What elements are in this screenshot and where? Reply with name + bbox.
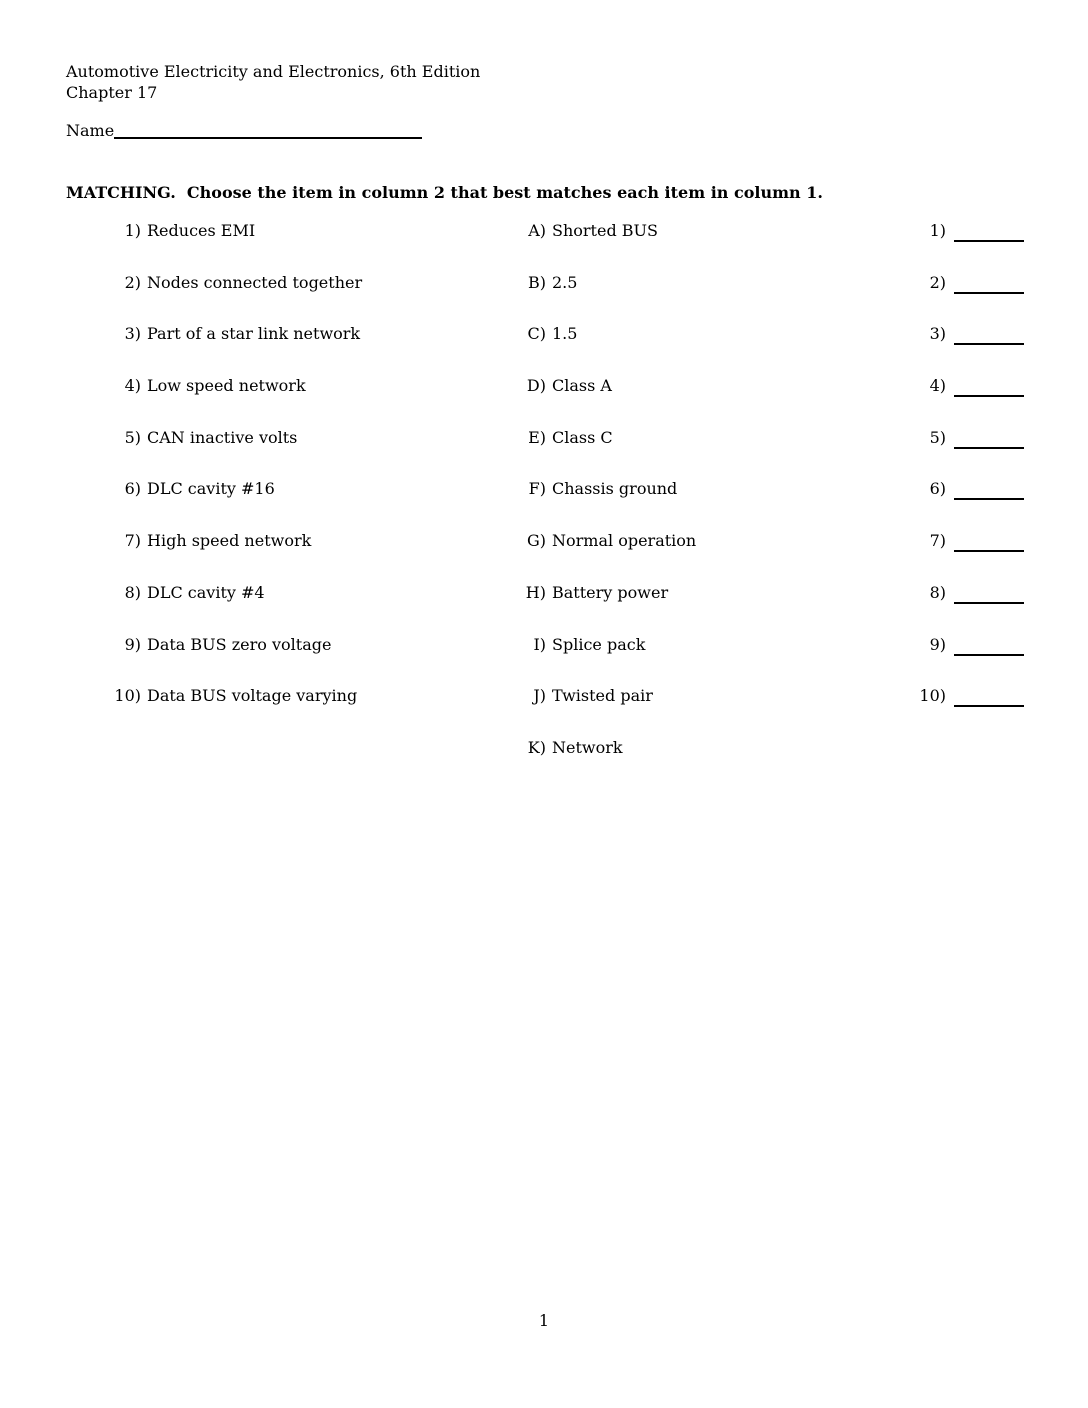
answer-blank[interactable] (954, 586, 1024, 604)
answer-cell (946, 530, 1088, 553)
matching-row (0, 323, 1088, 375)
answer-blank[interactable] (954, 534, 1024, 552)
option-letter: H) (525, 582, 546, 602)
matching-row (0, 737, 1088, 789)
item-label: DLC cavity #4 (147, 582, 265, 602)
option-letter: B) (528, 272, 546, 292)
answer-number: 4) (929, 376, 946, 396)
item-number: 4) (124, 376, 141, 396)
option-label: Class C (552, 427, 613, 447)
document-header (66, 61, 480, 103)
option-label: Normal operation (552, 531, 697, 551)
answer-number: 3) (929, 324, 946, 344)
answer-cell (946, 323, 1088, 346)
matching-section (0, 220, 1088, 789)
matching-row (0, 582, 1088, 634)
item-label: DLC cavity #16 (147, 479, 275, 499)
matching-row (0, 220, 1088, 272)
option-letter: A) (528, 221, 546, 240)
item-label: Data BUS voltage varying (147, 686, 358, 706)
answer-blank[interactable] (954, 224, 1024, 242)
matching-row (0, 530, 1088, 582)
item-label: Reduces EMI (147, 221, 256, 240)
option-letter: D) (526, 376, 546, 396)
item-label: High speed network (147, 531, 312, 551)
matching-instruction: MATCHING. Choose the item in column 2 that best matches each item in column 1. (66, 183, 823, 202)
matching-row (0, 272, 1088, 324)
name-row (66, 118, 422, 141)
matching-row (0, 634, 1088, 686)
matching-row (0, 478, 1088, 530)
option-label: Shorted BUS (552, 221, 658, 240)
page-number: 1 (538, 1311, 550, 1330)
answer-cell (946, 478, 1088, 501)
option-label: Splice pack (552, 634, 646, 654)
option-letter: G) (526, 531, 546, 551)
item-number: 3) (124, 324, 141, 344)
item-label: CAN inactive volts (147, 427, 298, 447)
matching-row (0, 427, 1088, 479)
answer-number: 6) (929, 479, 946, 499)
option-label: Twisted pair (552, 686, 653, 706)
item-number: 7) (124, 531, 141, 551)
item-number: 5) (124, 427, 141, 447)
name-blank[interactable] (114, 121, 422, 139)
answer-number: 5) (929, 427, 946, 447)
item-number: 1) (124, 221, 141, 240)
answer-cell (946, 375, 1088, 398)
answer-cell (946, 220, 1088, 243)
answer-cell (946, 427, 1088, 450)
answer-cell (946, 272, 1088, 295)
item-label: Low speed network (147, 376, 306, 396)
answer-blank[interactable] (954, 327, 1024, 345)
option-letter: E) (528, 427, 546, 447)
answer-number: 8) (929, 582, 946, 602)
answer-blank[interactable] (954, 431, 1024, 449)
option-label: Battery power (552, 582, 669, 602)
item-number: 6) (124, 479, 141, 499)
answer-cell (946, 582, 1088, 605)
option-letter: F) (528, 479, 546, 499)
option-label: Chassis ground (552, 479, 678, 499)
option-label: Class A (552, 376, 612, 396)
item-number: 2) (124, 272, 141, 292)
matching-row (0, 685, 1088, 737)
item-number: 10) (114, 686, 141, 706)
option-letter: J) (533, 686, 546, 706)
answer-blank[interactable] (954, 379, 1024, 397)
option-letter: C) (527, 324, 546, 344)
option-label: 2.5 (552, 272, 578, 292)
answer-blank[interactable] (954, 689, 1024, 707)
item-label: Nodes connected together (147, 272, 363, 292)
item-label: Data BUS zero voltage (147, 634, 332, 654)
book-title: Automotive Electricity and Electronics, 6th Edition (66, 62, 481, 81)
answer-number: 2) (929, 272, 946, 292)
item-number: 8) (124, 582, 141, 602)
option-label: 1.5 (552, 324, 578, 344)
answer-number: 7) (929, 531, 946, 551)
item-label: Part of a star link network (147, 324, 361, 344)
name-label: Name (66, 121, 115, 140)
answer-number: 1) (929, 221, 946, 240)
answer-cell (946, 685, 1088, 708)
matching-row (0, 375, 1088, 427)
answer-number: 9) (929, 634, 946, 654)
answer-number: 10) (919, 686, 946, 706)
option-letter: K) (527, 737, 546, 757)
answer-cell (946, 634, 1088, 657)
answer-blank[interactable] (954, 482, 1024, 500)
answer-blank[interactable] (954, 276, 1024, 294)
answer-blank[interactable] (954, 638, 1024, 656)
chapter-title: Chapter 17 (66, 83, 158, 102)
option-letter: I) (533, 634, 546, 654)
option-label: Network (552, 737, 623, 757)
item-number: 9) (124, 634, 141, 654)
